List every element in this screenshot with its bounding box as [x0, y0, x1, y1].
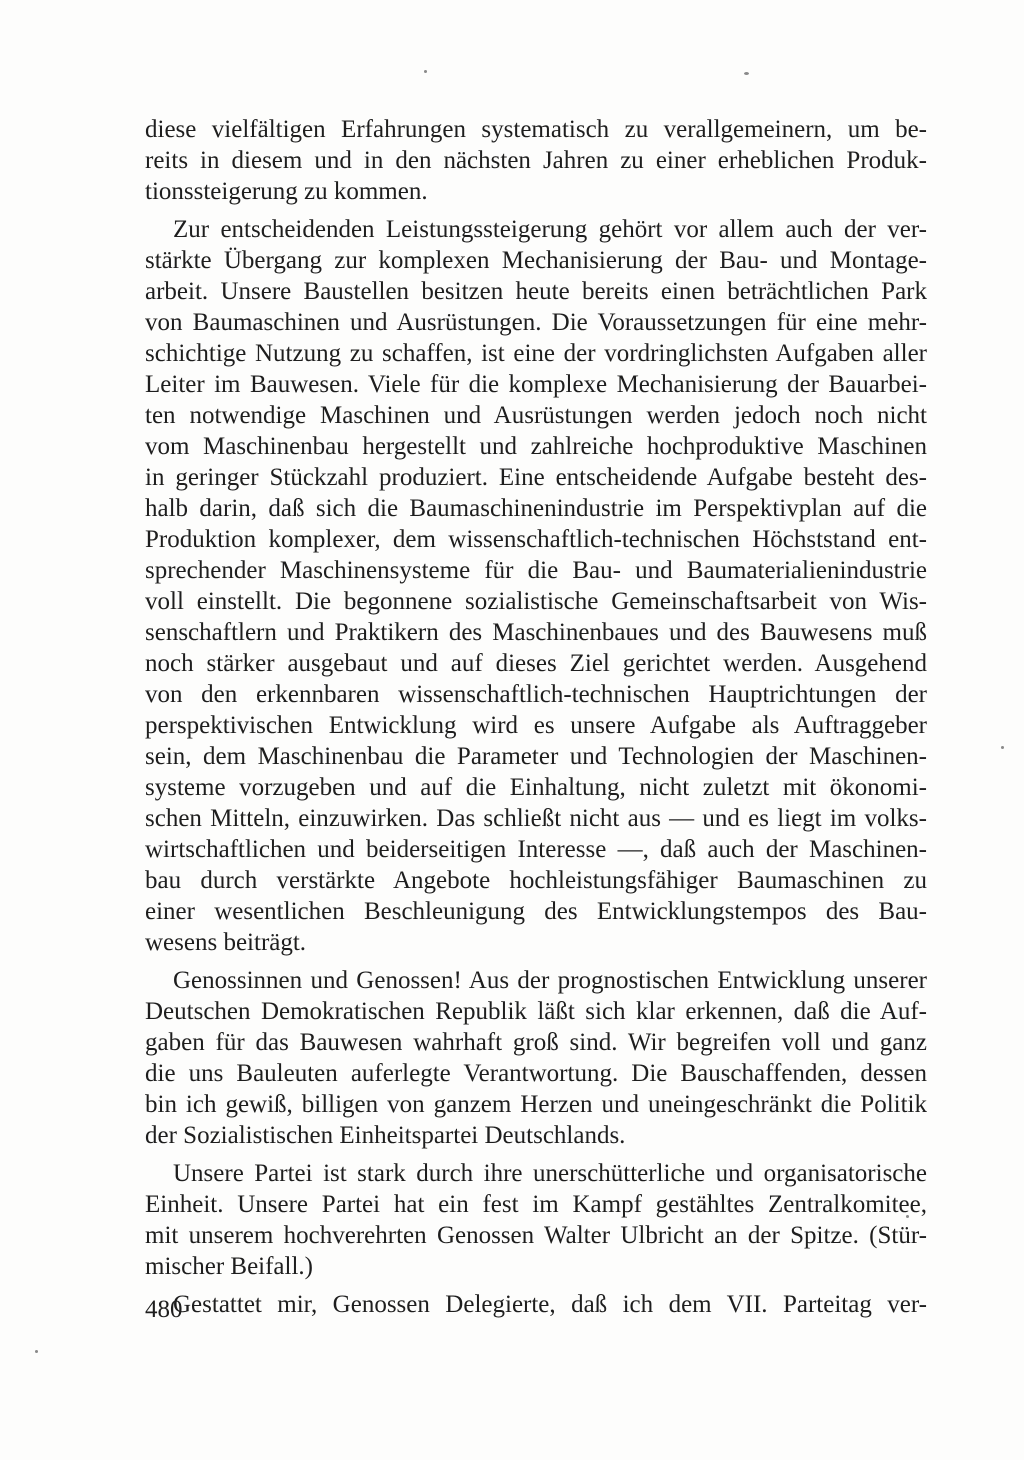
text-line: perspektivischen Entwicklung wird es unsere Aufgabe als Auftraggeber: [145, 712, 927, 739]
text-line: mit unserem hochverehrten Genossen Walter Ulbricht an der Spitze. (Stür-: [145, 1222, 927, 1249]
text-line: vom Maschinenbau hergestellt und zahlreiche hochproduktive Maschinen: [145, 433, 927, 460]
text-line: von den erkennbaren wissenschaftlich-technischen Hauptrichtungen der: [145, 681, 927, 708]
text-line: Leiter im Bauwesen. Viele für die komplexe Mechanisierung der Bauarbei-: [145, 371, 927, 398]
scan-speck: [1001, 746, 1004, 749]
text-line: sprechender Maschinensysteme für die Bau- und Baumaterialienindustrie: [145, 557, 927, 584]
text-line: halb darin, daß sich die Baumaschinenindustrie im Perspektivplan auf die: [145, 495, 927, 522]
text-line: bin ich gewiß, billigen von ganzem Herzen und uneingeschränkt die Politik: [145, 1091, 927, 1118]
paragraph: [145, 114, 927, 207]
text-line: mischer Beifall.): [145, 1253, 313, 1280]
text-line: gaben für das Bauwesen wahrhaft groß sind. Wir begreifen voll und ganz: [145, 1029, 927, 1056]
text-line: senschaftlern und Praktikern des Maschinenbaues und des Bauwesens muß: [145, 619, 927, 646]
text-line: Deutschen Demokratischen Republik läßt sich klar erkennen, daß die Auf-: [145, 998, 927, 1025]
text-line: Unsere Partei ist stark durch ihre unerschütterliche und organisatorische: [173, 1160, 927, 1187]
scan-speck: [35, 1350, 38, 1353]
text-line: tionssteigerung zu kommen.: [145, 178, 428, 205]
text-line: ten notwendige Maschinen und Ausrüstungen werden jedoch noch nicht: [145, 402, 927, 429]
text-line: voll einstellt. Die begonnene sozialistische Gemeinschaftsarbeit von Wis-: [145, 588, 927, 615]
text-line: schichtige Nutzung zu schaffen, ist eine der vordringlichsten Aufgaben aller: [145, 340, 927, 367]
scan-speck: [424, 70, 427, 73]
text-line: noch stärker ausgebaut und auf dieses Ziel gerichtet werden. Ausgehend: [145, 650, 927, 677]
text-line: wesens beiträgt.: [145, 929, 307, 956]
text-line: Gestattet mir, Genossen Delegierte, daß ich dem VII. Parteitag ver-: [173, 1291, 927, 1318]
text-line: diese vielfältigen Erfahrungen systematisch zu verallgemeinern, um be-: [145, 116, 927, 143]
text-line: schen Mitteln, einzuwirken. Das schließt nicht aus — und es liegt im volks-: [145, 805, 927, 832]
text-line: bau durch verstärkte Angebote hochleistungsfähiger Baumaschinen zu: [145, 867, 927, 894]
text-line: wirtschaftlichen und beiderseitigen Interesse —, daß auch der Maschinen-: [145, 836, 927, 863]
text-line: arbeit. Unsere Baustellen besitzen heute bereits einen beträchtlichen Park: [145, 278, 927, 305]
text-line: Genossinnen und Genossen! Aus der prognostischen Entwicklung unserer: [173, 967, 927, 994]
paragraph: [145, 214, 927, 958]
text-line: die uns Bauleuten auferlegte Verantwortung. Die Bauschaffenden, dessen: [145, 1060, 927, 1087]
paragraph: [145, 1289, 927, 1320]
text-line: stärkte Übergang zur komplexen Mechanisierung der Bau- und Montage-: [145, 247, 927, 274]
paragraph: [145, 1158, 927, 1282]
text-line: sein, dem Maschinenbau die Parameter und Technologien der Maschinen-: [145, 743, 927, 770]
text-line: der Sozialistischen Einheitspartei Deutschlands.: [145, 1122, 626, 1149]
text-line: Einheit. Unsere Partei hat ein fest im Kampf gestähltes Zentralkomitee,: [145, 1191, 927, 1218]
text-line: Zur entscheidenden Leistungssteigerung gehört vor allem auch der ver-: [173, 216, 927, 243]
text-line: in geringer Stückzahl produziert. Eine entscheidende Aufgabe besteht des-: [145, 464, 927, 491]
scan-speck: [744, 72, 749, 75]
paragraph: [145, 965, 927, 1151]
text-line: einer wesentlichen Beschleunigung des Entwicklungstempos des Bau-: [145, 898, 927, 925]
text-line: systeme vorzugeben und auf die Einhaltung, nicht zuletzt mit ökonomi-: [145, 774, 927, 801]
text-line: von Baumaschinen und Ausrüstungen. Die Voraussetzungen für eine mehr-: [145, 309, 927, 336]
text-line: reits in diesem und in den nächsten Jahren zu einer erheblichen Produk-: [145, 147, 927, 174]
page-number: 480: [145, 1296, 183, 1323]
body-text: [145, 114, 927, 1327]
text-line: Produktion komplexer, dem wissenschaftlich-technischen Höchststand ent-: [145, 526, 927, 553]
